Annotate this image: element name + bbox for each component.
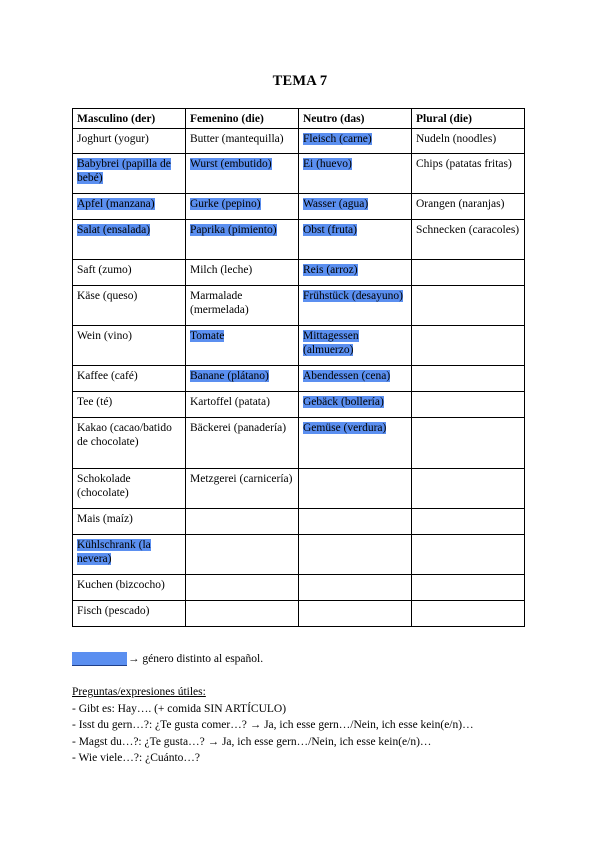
cell-text: Gebäck (bollería)	[303, 396, 384, 408]
note-line: - Isst du gern…?: ¿Te gusta comer…? → Ja, ich esse gern…/Nein, ich esse kein(e/n)…	[72, 719, 474, 731]
cell-plural	[412, 129, 525, 154]
useful-expressions	[72, 684, 474, 767]
cell-femenino	[186, 154, 299, 194]
cell-text: Butter (mantequilla)	[190, 133, 284, 145]
cell-text: Wurst (embutido)	[190, 158, 272, 170]
table-row	[73, 326, 525, 366]
table-row	[73, 575, 525, 601]
cell-text: Nudeln (noodles)	[416, 133, 497, 145]
cell-text: Kuchen (bizcocho)	[77, 579, 165, 591]
cell-text: Chips (patatas fritas)	[416, 158, 512, 170]
cell-text: Abendessen (cena)	[303, 370, 391, 382]
cell-masculino	[73, 509, 186, 535]
cell-text: Fisch (pescado)	[77, 605, 150, 617]
cell-neutro	[299, 286, 412, 326]
cell-text: Reis (arroz)	[303, 264, 358, 276]
cell-plural	[412, 601, 525, 627]
cell-plural	[412, 286, 525, 326]
cell-neutro	[299, 220, 412, 260]
cell-masculino	[73, 154, 186, 194]
cell-masculino	[73, 601, 186, 627]
table-row	[73, 286, 525, 326]
cell-text: Schokolade (chocolate)	[77, 473, 131, 499]
cell-text: Paprika (pimiento)	[190, 224, 277, 236]
cell-masculino	[73, 418, 186, 469]
cell-masculino	[73, 326, 186, 366]
table-body	[73, 129, 525, 627]
cell-text: Gurke (pepino)	[190, 198, 261, 210]
table-row	[73, 129, 525, 154]
cell-femenino	[186, 509, 299, 535]
cell-femenino	[186, 575, 299, 601]
cell-text: Wasser (agua)	[303, 198, 369, 210]
legend-text: → género distinto al español.	[128, 653, 264, 665]
cell-text: Ei (huevo)	[303, 158, 352, 170]
cell-text: Kartoffel (patata)	[190, 396, 270, 408]
cell-neutro	[299, 469, 412, 509]
cell-neutro	[299, 154, 412, 194]
legend	[72, 652, 263, 666]
cell-plural	[412, 392, 525, 418]
cell-femenino	[186, 194, 299, 220]
cell-text: Kühlschrank (la nevera)	[77, 539, 151, 565]
cell-text: Obst (fruta)	[303, 224, 357, 236]
cell-masculino	[73, 535, 186, 575]
cell-text: Mittagessen (almuerzo)	[303, 330, 359, 356]
cell-femenino	[186, 535, 299, 575]
table-row	[73, 535, 525, 575]
table-row	[73, 154, 525, 194]
cell-text: Mais (maíz)	[77, 513, 133, 525]
cell-plural	[412, 260, 525, 286]
cell-femenino	[186, 418, 299, 469]
cell-text: Salat (ensalada)	[77, 224, 151, 236]
table-row	[73, 509, 525, 535]
table-row	[73, 601, 525, 627]
cell-text: Marmalade (mermelada)	[190, 290, 249, 316]
cell-masculino	[73, 366, 186, 392]
table-row	[73, 418, 525, 469]
header-masculino: Masculino (der)	[73, 109, 186, 129]
cell-text: Käse (queso)	[77, 290, 138, 302]
cell-text: Bäckerei (panadería)	[190, 422, 287, 434]
cell-masculino	[73, 575, 186, 601]
cell-masculino	[73, 220, 186, 260]
cell-neutro	[299, 418, 412, 469]
table-row	[73, 260, 525, 286]
highlight-swatch	[72, 652, 127, 666]
cell-femenino	[186, 392, 299, 418]
table-row	[73, 194, 525, 220]
vocabulary-table	[72, 108, 525, 627]
cell-plural	[412, 509, 525, 535]
cell-text: Schnecken (caracoles)	[416, 224, 520, 236]
cell-plural	[412, 366, 525, 392]
cell-masculino	[73, 392, 186, 418]
cell-neutro	[299, 601, 412, 627]
table-row	[73, 469, 525, 509]
table-row	[73, 392, 525, 418]
cell-text: Metzgerei (carnicería)	[190, 473, 293, 485]
cell-text: Milch (leche)	[190, 264, 253, 276]
cell-text: Wein (vino)	[77, 330, 132, 342]
cell-neutro	[299, 509, 412, 535]
note-line: - Wie viele…?: ¿Cuánto…?	[72, 752, 201, 764]
header-femenino: Femenino (die)	[186, 109, 299, 129]
table-row	[73, 366, 525, 392]
cell-text: Tee (té)	[77, 396, 113, 408]
cell-neutro	[299, 260, 412, 286]
cell-neutro	[299, 575, 412, 601]
cell-neutro	[299, 194, 412, 220]
cell-neutro	[299, 535, 412, 575]
cell-text: Banane (plátano)	[190, 370, 269, 382]
cell-plural	[412, 535, 525, 575]
cell-text: Babybrei (papilla de bebé)	[77, 158, 171, 184]
cell-plural	[412, 575, 525, 601]
cell-plural	[412, 418, 525, 469]
cell-text: Tomate	[190, 330, 225, 342]
cell-plural	[412, 469, 525, 509]
cell-text: Kakao (cacao/batido de chocolate)	[77, 422, 172, 448]
cell-text: Apfel (manzana)	[77, 198, 155, 210]
note-line: - Gibt es: Hay…. (+ comida SIN ARTÍCULO)	[72, 702, 287, 715]
page-title: TEMA 7	[272, 73, 328, 89]
cell-text: Frühstück (desayuno)	[303, 290, 403, 302]
cell-neutro	[299, 366, 412, 392]
cell-plural	[412, 326, 525, 366]
cell-femenino	[186, 326, 299, 366]
cell-masculino	[73, 469, 186, 509]
header-plural: Plural (die)	[412, 109, 525, 129]
cell-femenino	[186, 366, 299, 392]
note-line: - Magst du…?: ¿Te gusta…? → Ja, ich esse gern…/Nein, ich esse kein(e/n)…	[72, 735, 432, 748]
cell-femenino	[186, 286, 299, 326]
cell-text: Joghurt (yogur)	[77, 133, 149, 145]
cell-femenino	[186, 220, 299, 260]
cell-femenino	[186, 601, 299, 627]
cell-femenino	[186, 260, 299, 286]
cell-neutro	[299, 129, 412, 154]
cell-neutro	[299, 392, 412, 418]
table-row	[73, 220, 525, 260]
cell-masculino	[73, 260, 186, 286]
cell-text: Orangen (naranjas)	[416, 198, 505, 210]
cell-neutro	[299, 326, 412, 366]
cell-text: Saft (zumo)	[77, 264, 132, 276]
cell-text: Fleisch (carne)	[303, 133, 372, 145]
cell-masculino	[73, 286, 186, 326]
cell-masculino	[73, 194, 186, 220]
cell-plural	[412, 154, 525, 194]
cell-plural	[412, 220, 525, 260]
cell-text: Kaffee (café)	[77, 370, 138, 382]
notes-heading: Preguntas/expresiones útiles:	[72, 686, 206, 698]
cell-masculino	[73, 129, 186, 154]
cell-plural	[412, 194, 525, 220]
table-header-row	[73, 109, 525, 129]
cell-femenino	[186, 129, 299, 154]
header-neutro: Neutro (das)	[299, 109, 412, 129]
cell-text: Gemüse (verdura)	[303, 422, 387, 434]
cell-femenino	[186, 469, 299, 509]
